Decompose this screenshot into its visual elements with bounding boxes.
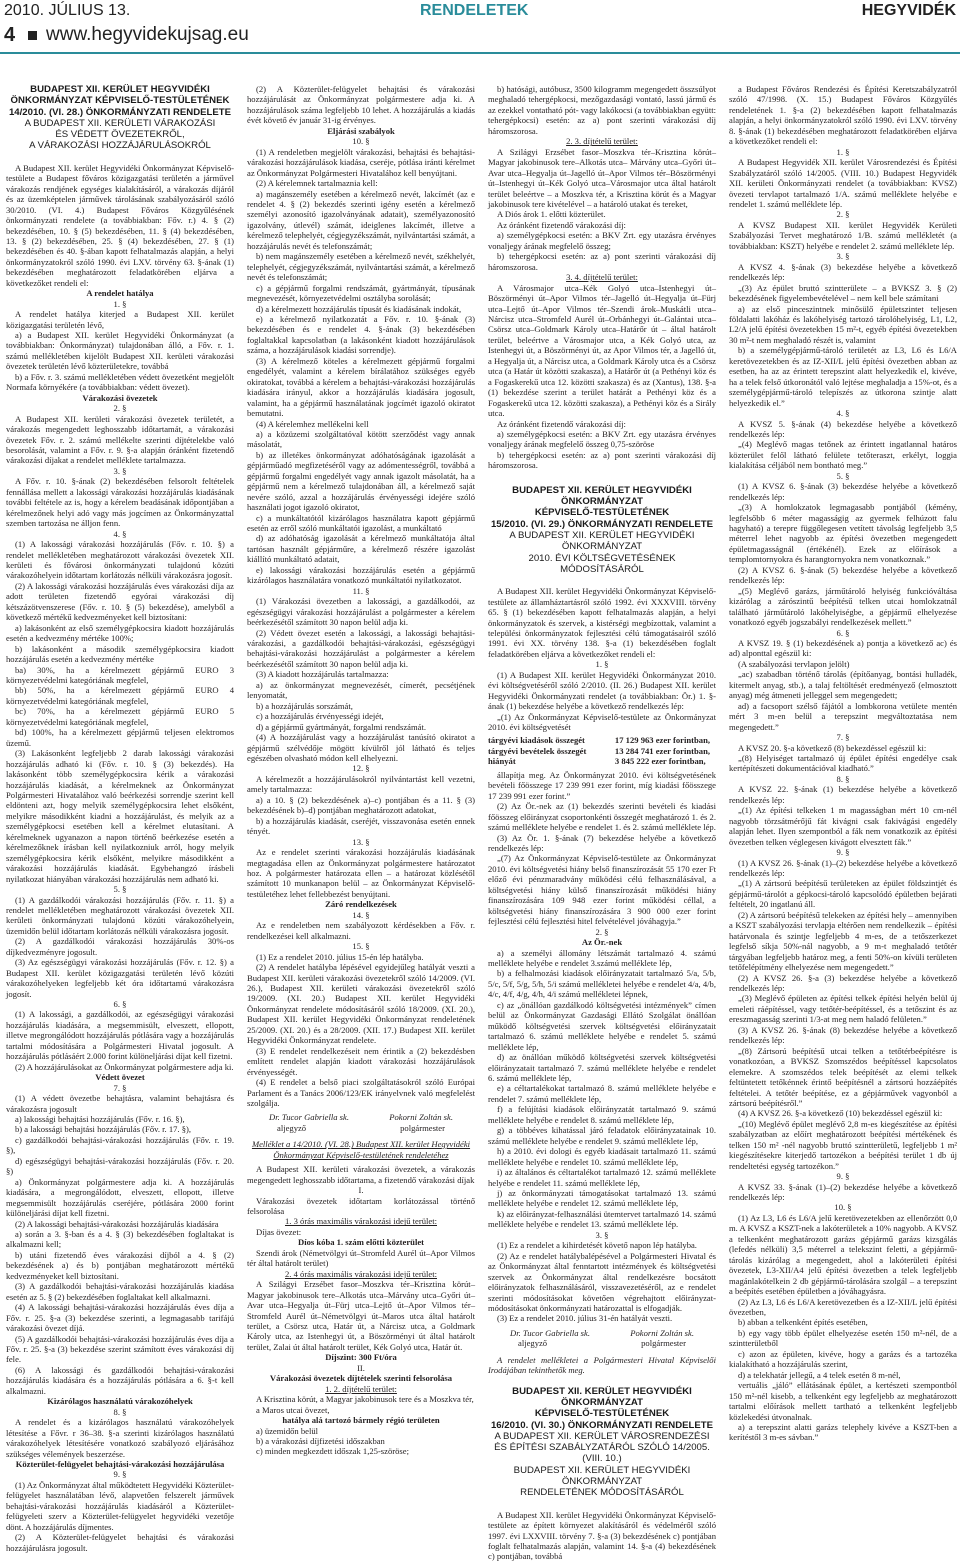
body-paragraph: c) a gépjármű forgalmi rendszámát, gyártmányát, típusának megnevezését, környezetvédelmi osztályba sorolását; <box>247 282 475 304</box>
body-paragraph: a) üzemidőn belül <box>256 1425 319 1436</box>
section-number: 5. § <box>836 470 850 481</box>
body-paragraph: d) a kérelmezett hozzájárulás típusát és kiadásának indokát, <box>256 303 462 314</box>
title-line: BUDAPEST XII. KERÜLET HEGYVIDÉKI <box>512 1385 692 1397</box>
section-number: 8. § <box>113 1406 127 1417</box>
column-4 <box>729 84 957 1482</box>
body-paragraph: (1) A Budapest XII. kerület Hegyvidéki Önkormányzat 2010. évi költségvetéséről szóló 2/2010. (II. 26.) Budapest XII. kerület Hegyvidéki Önkormányzati rendelet (a továbbiakban: Ör.) 1. §-ának (1) bekezdése helyébe a következő rendelkezés lép: <box>488 669 716 712</box>
title-line: KÉPVISELŐ-TESTÜLETÉNEK <box>534 507 670 519</box>
title-line: 2010. ÉVI KÖLTSÉGVETÉSÉNEK MÓDOSÍTÁSÁRÓL <box>528 552 676 575</box>
signature-role: aljegyző <box>518 1338 548 1349</box>
budget-value: 17 129 963 ezer forintban, <box>614 735 710 746</box>
column-1 <box>6 84 234 1553</box>
page-header <box>0 0 960 52</box>
body-paragraph: Az e rendeletben nem szabályozott kérdésekben a Főv. r. rendelkezései kell alkalmazni. <box>247 920 475 941</box>
signature-name: Dr. Tucor Gabriella sk. <box>510 1327 590 1338</box>
section-heading: Záró rendelkezések <box>325 899 397 910</box>
body-paragraph: Az e rendelet szerinti várakozási hozzájárulás kiadásának megtagadása ellen az Önkormányzat polgármestere határozatot hoz. A polgármester határozata ellen – a határozat közlésétől számított 10 munkanapon belül – az Önkormányzat Képviselő-testületéhez lehet fellebbezést benyújtani. <box>247 847 475 899</box>
regulation-14-body-cont <box>247 84 475 1108</box>
body-paragraph: b) tehergépkocsi esetén: az a) pont szerinti várakozási díj háromszorosa. <box>488 449 716 471</box>
body-paragraph: (2) A Közterület-felügyelet behajtási és várakozási hozzájárulásra jogosult. <box>6 1532 234 1553</box>
section-heading: Kizárólagos használatú várakozóhelyek <box>47 1396 193 1407</box>
section-number: 2. § <box>113 403 127 414</box>
body-paragraph: a) a Budapest XII. kerület Hegyvidéki Önkormányzat (a továbbiakban: Önkormányzat) tulajdonában álló, a Főv. r. 1. számú mellékletében kijelölt Budapest XII. kerületi várakozási övezetek területén lévő közterületekre, továbbá <box>6 330 234 372</box>
body-paragraph: A Budapest XII. kerületi várakozási övezetek területét, a várakozás megengedett leghosszabb időtartamát, a várakozási övezetek Főv. r. 2. számú mellékelte szerinti díjtételekbe való besorolását, valamint a Főv. r. 9. §-a alapján óránként fizetendő várakozási díjakat a rendelet melléklete tartalmazza. <box>6 413 234 466</box>
body-paragraph: d) a gépjármű gyártmányát, forgalmi rendszámát. <box>256 721 426 732</box>
regulation-15-body-cont <box>488 770 716 1324</box>
body-paragraph: (2) Az L3, L6 és L6/A keretövezetben és a IZ-XII/L jelű építési övezetben, <box>729 1296 957 1318</box>
body-paragraph: (2) A KVSZ 26. §-a (3) bekezdése helyébe a következő rendelkezés lép: <box>729 972 957 993</box>
body-paragraph: A kérelmezőt a hozzájárulásokról nyilvántartást kell vezetni, amely tartalmazza: <box>247 773 475 795</box>
body-paragraph: (1) A KVSZ 6. §-ának (3) bekezdése helyébe a következő rendelkezés lép: <box>729 481 957 502</box>
body-paragraph: (1) A rendeletben megjelölt várakozási, behajtási és behajtási-várakozási hozzájárulások kiadása, cseréje, pótlása iránti kérelmet az Önkormányzat Polgármesteri Hivatalához kell benyújtani. <box>247 146 475 178</box>
body-paragraph: b) a hozzájárulás sorszámát, <box>256 700 353 711</box>
regulation-14-body <box>6 163 234 1553</box>
body-paragraph: b) a várakozási díjfizetési időszakban <box>256 1436 385 1446</box>
body-paragraph: b) a felhalmozási kiadások előirányzatait tartalmazó 5/a, 5/b, 5/c, 5/f, 5/g, 5/h, 5/i számú mellékletei helyébe e rendelet 4/a, 4/b, 4/c, 4/f, 4/g, 4/h, 4/i számú mellékletei lépnek, <box>488 968 716 1000</box>
body-paragraph: A KVSZ 4. §-ának (3) bekezdése helyébe a következő rendelkezés lép: <box>729 261 957 283</box>
body-paragraph: a) személygépkocsi esetén: a BKV Zrt. egy utazásra érvényes vonaljegy árának megfelelő összeg; <box>488 230 716 251</box>
body-paragraph: A Városmajor utca–Kék Golyó utca–Istenhegyi út–Böszörményi út–Apor Vilmos tér–Jagelló út–Hegyalja út–Fürj utca–Lejtő út–Apor Vilmos tér–Szendi árok–Muskátli utca–Nárcisz utca–Stromfeld Aurél út–Orbánhegyi út–Galántai utca–Csörsz utca–Goldmark Károly utca–Határőr út – által határolt terület, beleértve a Városmajor utca, a Kék Golyó utca, az Istenhegyi út, a Böszörményi út, az Apor Vilmos tér, a Jagelló út, a Hegyalja út, a Nárcisz utca, a Goldmark Károly utca és a Csörsz utca (a Határ út közötti szakasza), a Határőr út (a Pethényi köz és a Fogaskerekű utca 12. közötti szakasza) és az (Xantus), 138. §-a (1) bekezdése szerint a terület határát a Pethényi köz és a Fogaskerekű utca 12. közötti szakasza), a Pethényi köz és a Sirály utca. <box>488 282 716 419</box>
body-paragraph: Várakozási övezetek időtartam korlátozással történő felsorolása <box>247 1195 475 1217</box>
title-line: 15/2010. (VI. 29.) ÖNKORMÁNYZATI RENDELETE <box>490 518 714 530</box>
annex-reference: Melléklet a 14/2010. (VI. 28.) Budapest XII. kerület Hegyvidéki Önkormányzat Képviselő-testületének rendeletéhez <box>251 1139 471 1160</box>
annex-body <box>247 1164 475 1457</box>
body-paragraph: a) személygépkocsi esetén: a BKV Zrt. egy utazásra érvényes vonaljegy árának megfelelő összeg 0,75-szöröse <box>488 428 716 450</box>
body-paragraph: c) a hozzájárulás érvényességi idejét, <box>256 711 384 722</box>
body-paragraph: b) a lakossági behajtási hozzájárulás (Főv. r. 17. §), <box>15 1124 192 1135</box>
section-number: 9. § <box>836 1171 850 1182</box>
signature-role: aljegyző <box>277 1122 307 1133</box>
section-number: 6. § <box>836 627 850 638</box>
body-paragraph: (2) Az e rendelet hatálybalépésével a Polgármesteri Hivatal és az Önkormányzat által fenntartott intézmények és költségvetési szervek az Önkormányzat által rendelkezésre bocsátott előirányzatok felhasználásáról, visszavezetéséről, az e rendelet szerinti módosításokat követően végrehajtott előirányzat-módosításokat önkormányzati határozattal is elfogadják. <box>488 1250 716 1313</box>
section-number: 2. § <box>836 209 850 220</box>
regulation-16-body-cont <box>729 84 957 1443</box>
title-line: ÉS VÉDETT ÖVEZETEKRŐL, <box>55 129 185 141</box>
section-number: 11. § <box>352 585 370 596</box>
body-paragraph: d) a telekhatár jellegű, a 4 telek esetén 8 m-nél, <box>738 1369 901 1380</box>
body-paragraph: (1) Ez a rendelet a kihirdetését követő napon lép hatályba. <box>497 1240 697 1251</box>
budget-value: 3 845 222 ezer forintban, <box>614 756 706 767</box>
body-paragraph: állapítja meg. Az Önkormányzat 2010. évi költségvetésének bevételi főösszege 17 239 991 ezer forint, míg kiadási főösszege 17 239 991 ezer forint.” <box>488 769 716 801</box>
body-paragraph: b) hatósági, autóbusz, 3500 kilogramm megengedett összsúlyot meghaladó tehergépkocsi, mezőgazdasági vontató, lassú jármű és az ezekkel vontatható pót- vagy lakókocsi (a továbbiakban együtt: tehergépkocsi) esetén: az a) pont szerinti várakozási díj háromszorosa. <box>488 84 716 136</box>
body-paragraph: A Szilágyi Erzsébet fasor–Moszkva tér–Krisztina körút–Magyar jakobinusok tere–Alkotás utca–Márvány utca–Győri út–Avar utca–Hegyalja út–Fürj utca–Lejtő út–Apor Vilmos tér–Stromfeld Aurél út–Németvölgyi út–Maros utca által határolt terület, a Csörsz utca, Határ út, a Nárcisz utca, a Goldmark Károly utca, az Istenhegyi út, a Böszörményi út által határolt terület, Zalai út által határolt terület, Kék Golyó utca, Határ út. <box>247 1279 475 1352</box>
body-paragraph: (2) A Közterület-felügyelet behajtási és várakozási hozzájárulását az Önkormányzat polgármestere adja ki. A hozzájárulások száma legfeljebb 10 lehet. A hozzájárulás a kiadás évét követő év január 31-ig érvényes. <box>247 84 475 126</box>
body-paragraph: (2) A kérelemnek tartalmaznia kell: <box>256 178 378 189</box>
section-heading: Védett övezet <box>95 1072 145 1083</box>
header-divider <box>0 52 960 54</box>
body-paragraph: Az óránként fizetendő várakozási díj: <box>497 219 626 230</box>
column-2 <box>247 84 475 1482</box>
body-paragraph: (2) A lakossági behajtási-várakozási hozzájárulás kiadására <box>15 1218 219 1229</box>
zone-heading: 1. 3 órás maximális várakozási idejű terület: <box>284 1216 437 1227</box>
section-number: 9. § <box>113 1469 127 1480</box>
body-paragraph: A Diós árok 1. előtti közterület. <box>497 209 606 220</box>
regulation-16-body <box>488 1510 716 1562</box>
website-link[interactable]: www.hegyvidekujsag.eu <box>46 24 249 45</box>
section-number: 8. § <box>836 773 850 784</box>
section-number: 9. § <box>836 847 850 858</box>
body-paragraph: g) a többéves kihatással járó feladatok előirányzatainak 10. számú melléklete helyébe e rendelet 9. számú melléklete lép, <box>488 1125 716 1146</box>
section-heading: Eljárási szabályok <box>327 125 395 136</box>
title-line: A BUDAPEST XII. KERÜLET VÁROSRENDEZÉSI <box>494 1430 710 1442</box>
body-paragraph: „(3) Meglévő épületen az építési telkek építési helyén belül új emeleti ráépítéssel, vagy tetőtér-beépítéssel, és a tetőszint és az ereszmagasság szerinti 1/3-at meg nem haladó felületen.” <box>729 993 957 1025</box>
body-paragraph: „ac) szabadban történő tárolás (építőanyag, bontási hulladék, kitermelt anyag, stb.), a talaj feltöltését eredményező (elmosztott anyag) még átmeneti jelleggel sem megengedett; <box>729 669 957 701</box>
section-number: 6. § <box>113 999 127 1010</box>
body-paragraph: (4) A lakossági behajtási-várakozási hozzájárulás éves díja a Főv. r. 25. §-a (3) bekezdése szerinti, a legmagasabb tarifájú várakozási övezet díjá. <box>6 1302 234 1334</box>
section-title: RENDELETEK <box>420 2 529 19</box>
page-number: 4 <box>4 24 16 46</box>
body-paragraph: bb) 50%, ha a kérelmezett gépjármű EURO 4 környezetvédelmi kategóriának megfelel, <box>6 685 234 706</box>
body-paragraph: „(1) A zártsorú beépítésű területeken az épület földszintjét és gépjármű-tárolót a gépkocsi-tároló kapcsolódó épületben bejárati feltételt, 20 ingatlanú áll. <box>729 878 957 910</box>
body-paragraph: (4) E rendelet a belső piaci szolgáltatásokról szóló Európai Parlament és a Tanács 2006/123/EK irányelvnek való megfelelést szolgálja. <box>247 1077 475 1108</box>
title-line: RENDELETÉNEK MÓDOSÍTÁSÁRÓL <box>520 1487 684 1499</box>
body-paragraph: b) egy vagy több épület elhelyezése esetén 150 m²-nél, de a szintterületből <box>729 1327 957 1349</box>
body-paragraph: a) a közüzemi szolgáltatóval kötött szerződést vagy annak másolatát, <box>247 428 475 450</box>
body-paragraph: „(8) Zártsorú beépítésű utcai telken a tetőtérbeépítésre is vonatkozóan, a BVKSZ Szomszédos beépítéssel kapcsolatos elemekre. A szomszédos telek beépítését az elemi telkek feltüntetett tetőkénnek érintő beépítésnél a zártsorú hozzáépítés feltételei. A tetőtér beépítése, ez a gépjárművek vagyonból a zártsorú beépítésről.” <box>729 1045 957 1108</box>
signature-names <box>247 1112 475 1122</box>
zone-heading: 2. 3. díjtételű terület: <box>566 136 638 147</box>
body-paragraph: (1) A lakossági várakozási hozzájárulás (Főv. r. 10. §) a rendelet mellékletében meghatározott várakozási övezetek XII. kerületi és fővárosi önkormányzati tulajdonú közúti várakozóhelyein időtartam korlátozás nélküli várakozásra jogosít. <box>6 539 234 581</box>
body-paragraph: (5) A gazdálkodói behajtási-várakozási hozzájárulás éves díja a Főv. r. 25. §-a (3) bekezdése szerint számított éves várakozási díj fele. <box>6 1333 234 1365</box>
section-number: 3. § <box>836 251 850 262</box>
section-number: II. <box>357 1362 365 1373</box>
section-number: 3. § <box>113 465 127 476</box>
annex-body-cont <box>488 84 716 471</box>
body-paragraph: (2) A KVSZ 6. §-ának (5) bekezdése helyébe a következő rendelkezés lép: <box>729 564 957 586</box>
title-line: BUDAPEST XII. KERÜLET HEGYVIDÉKI ÖNKORMÁNYZAT <box>513 1464 691 1488</box>
square-bullet-icon <box>28 31 37 40</box>
body-paragraph: b) lakásonként a második személygépkocsira kiadott hozzájárulás esetén a kedvezmény mértéke <box>6 643 234 665</box>
body-paragraph: „(3) Az épület bruttó szintterülete – a BVKSZ 3. § (2) bekezdésének figyelembevételével – nem kell bele számítani <box>729 282 957 304</box>
section-heading: hatálya alá tartozó bármely régió területen <box>282 1415 440 1426</box>
body-paragraph: (6) A lakossági és gazdálkodói behajtási-várakozási hozzájárulás kiadására és a hozzájárulás pótlására a 6. §-t kell alkalmazni. <box>6 1364 234 1396</box>
section-number: 10. § <box>352 136 370 147</box>
body-paragraph: (4) A hozzájárulást vagy a hozzájárulást tanúsító okiratot a gépjármű szélvédője mögött kívülről jól látható és teljes egészében olvasható módon kell elhelyezni. <box>247 732 475 763</box>
signature-roles <box>488 1338 716 1348</box>
section-number: 13. § <box>352 836 370 847</box>
body-paragraph: a) a személyi állomány létszámát tartalmazó 4. számú melléklete helyébe e rendelet 3.számú melléklete lép, <box>488 947 716 968</box>
body-paragraph: (1) Várakozási övezetben a lakossági, a gazdálkodói, az egészségügyi várakozási hozzájárulást a polgármester a kérelem beérkezésétől számított 30 napon belül adja ki. <box>247 596 475 628</box>
body-paragraph: j) az önkormányzati támogatásokat tartalmazó 13. számú melléklete helyébe e rendelet 12. számú melléklete lép, <box>488 1187 716 1209</box>
body-paragraph: „(1) Az Önkormányzat Képviselő-testülete az Önkormányzat 2010. évi költségvetését <box>488 711 716 733</box>
body-paragraph: A KVSZ 19. § (1) bekezdésének a) pontja a következő ac) és ad) alponttal egészül ki: <box>729 638 957 659</box>
section-heading: Díos kóba 1. szám előtti közterület <box>297 1237 425 1248</box>
body-paragraph: a Maros utcai övezet, <box>256 1404 330 1415</box>
budget-value: 13 284 741 ezer forintban, <box>614 745 710 756</box>
body-paragraph: bc) 70%, ha a kérelmezett gépjármű EURO 5 környezetvédelmi kategóriának megfelel, <box>6 706 234 727</box>
body-paragraph: i) az általános és céltartalékot tartalmazó 12. számú melléklete helyébe e rendelet 11. számú melléklete lép, <box>488 1167 716 1188</box>
body-paragraph: (4) A kérelemhez mellékelni kell <box>256 418 369 429</box>
body-paragraph: (3) Az egészségügyi várakozási hozzájárulás (Főv. r. 12. §) a Budapest XII. kerület közigazgatási területén lévő közúti várakozóhelyeken legfeljebb két óra időtartamú várakozásra jogosít. <box>6 957 234 999</box>
body-paragraph: A Főv. r. 10. §-ának (2) bekezdésében felsorolt feltételek fennállása mellett a lakossági várakozási hozzájárulás kiadásának további feltétele az is, hogy a kérelem beadásának időpontjában a kérelmezőnek helyi adó vagy más jogcímen az Önkormányzattal szemben tartozása ne álljon fenn. <box>6 476 234 529</box>
signature-name: Pokorni Zoltán sk. <box>630 1327 694 1338</box>
body-paragraph: b) a Főv. r. 3. számú mellékletében védett övezetként megjelölt Normafa környékére (a továbbiakban: védett övezet). <box>6 371 234 393</box>
section-number: 7. § <box>836 732 850 743</box>
body-paragraph: (3) Lakásonként legfeljebb 2 darab lakossági várakozási hozzájárulás adható ki (Főv. r. 10. § (3) bekezdés). Ha lakásonként több személygépkocsira kérik a várakozási hozzájárulás kiadását, a kérelmeknek az Önkormányzat Polgármesteri Hivatalához való beérkezési sorrendje szerint kell eldönteni azt, hogy melyik személygépkocsira lehet elsőként, melyikre másodikként kiadni a hozzájárulást, és melyik az a személygépkocsi esetében kell a kérelmet elutasítani. A kérelmeknek ugyanazon a napon történő beérkezése esetén a kérelmezőknek írásban kell nyilatkozniuk arról, hogy melyik személygépkocsira kérik elsőként, melyikre másodikként a várakozási hozzájárulás kiadását. Egybehangzó írásbeli nyilatkozat hiányában várakozási hozzájárulás nem adható ki. <box>6 748 234 884</box>
body-paragraph: a) Önkormányzat polgármestere adja ki. A hozzájárulás kiadására, a megrongálódott, elveszett, ellopott, illetve megsemmisült hozzájárulás cseréjére, pótlására 2000 forint különeljárási díjat kell fizetni. <box>6 1176 234 1219</box>
body-paragraph: c) gazdálkodói behajtási-várakozási hozzájárulás (Főv. r. 19. §), <box>6 1134 234 1156</box>
body-paragraph: a) lakásonként az első személygépkocsira kiadott hozzájárulás esetén a kedvezmény mértéke 100%; <box>6 622 234 644</box>
body-paragraph: (3) A KVSZ 26. §-ának (8) bekezdése helyébe a következő rendelkezés lép: <box>729 1024 957 1046</box>
body-paragraph: b) tehergépkocsi esetén: az a) pont szerinti várakozási díj háromszorosa. <box>488 251 716 272</box>
body-paragraph: (1) A lakossági, a gazdálkodói, az egészségügyi várakozási hozzájárulás kiadására, a megsemmisült, elveszett, ellopott, illetve megrongálódott hozzájárulás pótlására vagy a hozzájárulás tartalmi módosítására a Polgármesteri Hivatal jogosult. A hozzájárulás pótlásáért 2.000 forint különeljárási díjat kell fizetni. <box>6 1009 234 1062</box>
body-paragraph: ba) 30%, ha a kérelmezett gépjármű EURO 3 környezetvédelmi kategóriának megfelel, <box>6 664 234 685</box>
body-paragraph: A Budapest XII. kerület Hegyvidéki Önkormányzat Képviselő-testülete az épített környezet alakításáról és védelméről szóló 1997. évi LXXVIII. törvény 7. §-a (3) bekezdésének c) pontjában foglalt felhatalmazás alapján, valamint 14. §-a (4) bekezdésének c) pontjában, továbbá <box>488 1509 716 1562</box>
body-paragraph: (2) A hozzájárulásokat az Önkormányzat polgármestere adja ki. <box>15 1061 234 1072</box>
body-paragraph: a) lakossági behajtási hozzájárulás (Főv. r. 16. §), <box>15 1114 185 1125</box>
body-paragraph: (1) A KVSZ 26. §-ának (1)–(2) bekezdése helyébe a következő rendelkezés lép: <box>729 857 957 878</box>
section-heading: A rendelet hatálya <box>86 288 154 299</box>
body-paragraph: a) az első pinceszintnek minősülő épületszintet teljesen földalatti lakóház és lakóhelyiség tartozó tárolóhelyiség, L1, L2, L2/A jelű építési övezetekben 15 m²-t, egyéb építési övezetekben 30 m²-t nem meghaladó részét is, valamint <box>729 303 957 345</box>
body-paragraph: ad) a facsoport szélső fájától a lombkorona vetülete mentén mért 3 m-en belül a terepszint megváltoztatása nem megengedett.” <box>729 700 957 732</box>
regulation-14-title <box>6 84 234 152</box>
title-line: A BUDAPEST XII. KERÜLET HEGYVIDÉKI <box>509 529 695 541</box>
title-line: A BUDAPEST XII. KERÜLETI VÁRAKOZÁSI <box>24 117 216 129</box>
body-paragraph: (3) Az Ör. 1. §-ának (7) bekezdése helyébe a következő rendelkezés lép: <box>488 832 716 854</box>
signature-roles <box>247 1123 475 1133</box>
title-line: 16/2010. (VI. 30.) ÖNKORMÁNYZATI RENDELETE <box>490 1419 714 1431</box>
title-line: A VÁRAKOZÁSI HOZZÁJÁRULÁSOKRÓL <box>29 140 211 152</box>
body-paragraph: „(7) Az Önkormányzat Képviselő-testülete az Önkormányzat 2010. évi költségvetési hiány belső finanszírozását 55 170 ezer Ft előző évi pénzmaradvány működési célú felhasználásával, a költségvetési hiány külső finanszírozását működési hiány finanszírozására 109 948 ezer forint működési céllal, a költségvetési hiány finanszírozására 3 900 000 ezer forint fejlesztési célú fejlesztési hitel felvételével jóváhagyja.” <box>488 853 716 927</box>
section-heading: Várakozási övezetek <box>82 392 158 403</box>
signature-names <box>488 1328 716 1338</box>
signature-role: polgármester <box>400 1122 445 1133</box>
body-paragraph: A KVSZ 33. §-ának (1)–(2) bekezdése helyébe a következő rendelkezés lép: <box>729 1181 957 1203</box>
section-number: 2. § <box>595 926 609 937</box>
body-paragraph: (1) A gazdálkodói várakozási hozzájárulás (Főv. r. 11. §) a rendelet mellékletében meghatározott várakozási övezetek XII. kerületi önkormányzati tulajdonú közúti várakozóhelyein, üzemidőn belül időtartam korlátozás nélküli várakozásra jogosít. <box>6 894 234 936</box>
section-number: 4. § <box>113 528 127 539</box>
body-paragraph: a) az önkormányzat megnevezését, címerét, pecsétjének lenyomatát, <box>247 679 475 701</box>
body-paragraph: e) a céltartalékokat tartalmazó 8. számú melléklete helyébe e rendelet 7. számú melléklete lép, <box>488 1083 716 1104</box>
zone-heading: 1. 2. díjtételű terület: <box>325 1383 397 1394</box>
title-line: BUDAPEST XII. KERÜLET HEGYVIDÉKI <box>30 84 210 95</box>
title-line: ÖNKORMÁNYZAT <box>561 541 643 553</box>
section-number: 1. § <box>836 146 850 157</box>
body-paragraph: b) abban a telkenként építés esetében, <box>738 1317 868 1328</box>
body-paragraph: A Budapest XII. kerületi várakozási övezetek, a várakozás megengedett leghosszabb időtartama, a fizetendő várakozási díjak <box>247 1164 475 1185</box>
body-paragraph: bd) 100%, ha a kérelmezett gépjármű teljesen elektromos üzemű. <box>6 727 234 748</box>
body-paragraph: d) egészségügyi behajtási-várakozási hozzájárulás (Főv. r. 20. §) <box>6 1155 234 1177</box>
body-paragraph: b) a hozzájárulás kiadását, cseréjét, visszavonása esetén ennek tényét. <box>247 815 475 837</box>
budget-label: tárgyévi bevételek összegét <box>488 745 587 756</box>
body-paragraph: k) az előirányzat-felhasználási ütemtervet tartalmazó 14. számú melléklete helyébe e rendelet 13. számú melléklete lép. <box>488 1208 716 1230</box>
body-paragraph: b) az illetékes önkormányzat adóhatóságának igazolását a gépjárműadó megfizetéséről vagy az adómentességről, továbbá a gépjármű forgalmi engedélyét vagy annak igazolt másolatát, ha a gépjármű nem a kérelmező tulajdonában áll, a kérelmező saját nevére szóló, azzal a hozzájárulás érvényességi idejére szóló használati jogot igazoló okiratot, <box>247 449 475 513</box>
section-heading: Várakozási övezetek díjtételek szerinti felsorolása <box>269 1373 453 1384</box>
body-paragraph: (3) E rendelet rendelkezéseit nem érintik a (2) bekezdésben említett rendelet alapján kiadott várakozási hozzájárulások érvényességét. <box>247 1045 475 1077</box>
district-name: HEGYVIDÉK <box>861 2 956 19</box>
body-paragraph: (2) Védett övezet esetén a lakossági, a lakossági behajtási-várakozási, a gazdálkodói behajtási-várakozási, egészségügyi behajtási-várakozási hozzájárulást a polgármester a kérelem beérkezésétől számított 30 napon belül adja ki. <box>247 627 475 669</box>
section-number: 15. § <box>352 941 370 952</box>
body-paragraph: (3) A kérelmező köteles a kérelmezett gépjármű forgalmi engedélyét, valamint a kérelem bírálatához szükséges egyéb okiratokat, továbbá a kérelem a behajtási-várakozási hozzájárulás kiadására irányul, akkor a hozzájárulás kiadására jogosult, valamint, ha a gépjármű használatának jogcímét igazoló okiratot bemutatni. <box>247 355 475 419</box>
signature-role: polgármester <box>641 1338 686 1349</box>
section-number: 1. § <box>595 659 609 670</box>
body-paragraph: c) azon az épületen, kivéve, hogy a garázs és a tartozéka kialakítható a hozzájárulás szerint, <box>729 1348 957 1370</box>
title-line: ÉS ÉPÍTÉSI SZABÁLYZATÁRÓL SZÓLÓ 14/2005. (VIII. 10.) <box>494 1442 710 1465</box>
body-paragraph: A KVSZ 22. §-ának (1) bekezdése helyébe a következő rendelkezés lép: <box>729 784 957 805</box>
body-paragraph: (4) A KVSZ 26. §-a következő (10) bekezdéssel egészül ki: <box>738 1108 943 1119</box>
body-paragraph: (2) A zártsorú beépítésű telekeken az építési hely – amennyiben a KSZT szabályozási tervlapja eltérően nem rendelkezik – építési határvonala és szintje legfeljebb 4 m-es, de a tetőszerkezet legfelső síkja 50%-nál nagyobb, a 9 m-t meghaladó tetőtér tárgyában legfeljebb határoz meg, a fenti 50%-on kívüli területen tetőfelépítmény elhelyezése nem megengedett.” <box>729 909 957 973</box>
title-line: KÉPVISELŐ-TESTÜLETÉNEK <box>534 1408 670 1420</box>
body-paragraph: f) a felújítási kiadások előirányzatát tartalmazó 9. számú melléklete helyébe e rendelet 8. számú melléklete lép, <box>488 1104 716 1125</box>
body-paragraph: b) a személygépjármű-tároló területét az L3, L6 és L6/A keretövezetekben és az IZ-XII/L jelű építési övezetben abban az esetben, ha az az érintett terepszint alatt helyezkedik el, kivéve, ha a telek felső útkoronától való lejtése meghaladja a 15%-ot, és a személygépjármű-tároló telepíszés az útkorona szintje alatt helyezkedik el.” <box>729 345 957 408</box>
section-heading: Közterület-felügyelet behajtási-várakozási hozzájárulása <box>15 1458 225 1469</box>
regulation-16-title <box>488 1386 716 1499</box>
body-paragraph: Az óránként fizetendő várakozási díj: <box>497 418 626 429</box>
body-paragraph: A rendelet hatálya kiterjed a Budapest XII. kerület közigazgatási területén lévő, <box>6 309 234 330</box>
body-paragraph: (1) Az L3, L6 és L6/A jelű keretövezetekben az ellenőrzött 0,0 m. A KVSZ a KSZT-nek a lakóterületek a 10% nagyobb. A KVSZ a telkenként meghatározott garázs gépjármű garázs kizsgálás (lefedés nélküli) 3,5 méterrel a telekszint feletti, a gépjármű-tárolás kizárólag a megengedett, ahol a lakóterületi építési övezetek, L3-XII/A4 jelű építési övezetben a telek legfeljebb magánlakótelkein 2 db gépjármű-tárolására szolgál – a terepszint a beépítés esetében épületben a jóváhagyásra. <box>729 1212 957 1297</box>
regulation-15-body <box>488 586 716 732</box>
budget-summary <box>488 735 716 766</box>
section-number: 3. § <box>595 1229 609 1240</box>
title-line: ÖNKORMÁNYZAT KÉPVISELŐ-TESTÜLETÉNEK <box>10 95 230 107</box>
section-number: 12. § <box>352 763 370 774</box>
body-paragraph: A Budapest XII. kerület Hegyvidéki Önkormányzat Képviselő-testülete az államháztartásról szóló 1992. évi XXXVIII. törvény 65. § (1) bekezdésében kapott felhatalmazás alapján, a helyi önkormányzatok és szervek, a kistérségi megbízottak, valamint a települési önkormányzatok fejlesztési célú támogatásairól szóló 1991. évi XX. törvény 138. §-a (1) bekezdésében foglalt feladatkörében eljárva a következőket rendeli el: <box>488 586 716 659</box>
body-paragraph: e) lakossági várakozási hozzájárulás esetén a gépjármű kizárólagos használatára vonatkozó munkáltatói nyilatkozatot. <box>247 564 475 586</box>
body-paragraph: Szendi árok (Németvölgyi út–Stromfeld Aurél út–Apor Vilmos tér által határolt terület) <box>247 1247 475 1269</box>
section-number: 1. § <box>113 298 127 309</box>
body-paragraph: A rendelet és a kizárólagos használatú várakozóhelyek létesítése a Fővr. r 36–38. §-a szerinti kizárólagos használatú várakozóhelyek létesítésére vonatkozó szabályozó eljárásához szükséges vélemények beszerzése. <box>6 1417 234 1459</box>
body-paragraph: d) az adóhatóság igazolását a kérelmező munkáltatója által tartósan használt gépjárműre, a kérelmező részére igazolást kiállító munkáltató adatait, <box>247 533 475 565</box>
section-number: 7. § <box>113 1082 127 1093</box>
body-paragraph: a) során a 3. §-ban és a 4. § (3) bekezdésében foglaltakat is alkalmazni kell; <box>6 1229 234 1250</box>
body-paragraph: a) a terepszint alatti garázs telephely kivéve a KSZT-ben a kerítéstől 3 m-es sávban.” <box>729 1422 957 1443</box>
section-number: 5. § <box>113 884 127 895</box>
budget-label: hiányát <box>488 756 516 767</box>
body-paragraph: c) az „önállóan gazdálkodó költségvetési intézmények” címen belül az Önkormányzat Gazdasági Ellátó Szolgálat önállóan működő költségvetési szervek költségvetési előirányzatait tartalmazó 6. számú melléklete helyébe e rendelet 5. számú melléklete lép, <box>488 999 716 1052</box>
body-paragraph: (1) Az Önkormányzat által működtetett Hegyvidéki Közterület-felügyelet használatában lévő, alapvetően felszerelt járművek behajtási-várakozási hozzájárulás kiadásáról a Közterület-felügyeleti szerv a Közterület-felügyelet hegyvidéki vezetője dönt. A hozzájárulás díjmentes. <box>6 1479 234 1532</box>
body-paragraph: A Budapest Hegyvidék XII. kerület Városrendezési és Építési Szabályzatáról szóló 14/2005. (VIII. 10.) Budapest Hegyvidék XII. kerületi Önkormányzati rendelet (a továbbiakban: KVSZ) övezeti tervlapot tartalmazó 1/A. számú melléklete helyébe e rendelet 1. számú melléklete lép. <box>729 157 957 209</box>
body-paragraph: A Szilágyi Erzsébet fasor–Moszkva tér–Krisztina körút–Magyar jakobinusok tere–Alkotás utca– Márvány utca–Győri út–Avar utca–Hegyalja út–Jagelló út–Apor Vilmos tér–Böszörményi út–Istenhegyi út–Kék Golyó utca–Városmajor utca által határolt terület beleértve – a Moszkva tér, a Krisztina körút és a Magyar jakobinusok tere kivételével – a határoló utakat és tereket, <box>488 146 716 209</box>
section-number: 14. § <box>352 909 370 920</box>
body-paragraph: „(4) Meglévő magas tetőnek az érintett ingatlannal határos közterület felől látható felülete tetőteraszt, erkélyt, loggia kialakítása céljából nem bontható meg.” <box>729 439 957 471</box>
body-paragraph: „(10) Meglévő épület meglévő 2,8 m-es kiegészítése az építési szabályzatban az előírt meghatározott beépítési mértékének és telken 150 m² -nél nagyobb bruttó szintterületű, legfeljebb 1 m² kiegészítésekre kiterjedő tartozékon a beépítési terület 1 db új rendeltetési egység tartozékon.” <box>729 1118 957 1171</box>
body-paragraph: c) minden megkezdett időszak 1,25-szöröse; <box>256 1446 409 1457</box>
signature-name: Pokorni Zoltán sk. <box>389 1112 453 1123</box>
body-paragraph: (1) Ez a rendelet 2010. július 15-én lép hatályba. <box>256 951 424 962</box>
body-paragraph: (1) A védett övezetbe behajtásra, valamint behajtásra és várakozásra jogosult <box>6 1093 234 1114</box>
body-paragraph: „(5) Meglévő garázs, járműtároló helyiség funkcióváltása kizárólag a zárószintű beépítésű telken utcai homlokzatnál található járműtároló lakóhelyiségbe, a gépjármű elhelyezése vonatkozó egyéb jogszabályi rendelkezések mellett.” <box>729 585 957 628</box>
signature-name: Dr. Tucor Gabriella sk. <box>269 1112 349 1123</box>
body-paragraph: (2) A rendelet hatályba lépésével egyidejűleg hatályát veszti a Budapest XII. kerületi várakozási övezetekről szóló 14/2009. (VI. 26.), Budapest XII. kerületi várakozási övezetekről szóló 19/2009. (XI. 20.) Budapest XII. kerület Hegyvidéki Önkormányzat rendelete módosításáról szóló 18/2009. (XI. 20.), Budapest XII. kerület Hegyvidéki Önkormányzat rendeletének 25/2009. (XI. 20.) és a 28/2009. (XII. 17.) Budapest XII. kerület Hegyvidéki Önkormányzat rendelete. <box>247 962 475 1046</box>
body-paragraph: a) magánszemély esetében a kérelmező nevét, lakcímét (az e rendelet 4. § (2) bekezdés szerinti igény esetén a kérelmező személyi azonosító igazolványának adatait), személyazonosító igazolvány, útlevél) számát, ideiglenes lakcímét, illetve a kérelmező telephelyét, cégjegyzékszámát, nyilvántartási számát, a hozzájárulás nevét és telefonszámát; <box>247 188 475 251</box>
body-paragraph: h) a 2010. évi dologi és egyéb kiadásait tartalmazó 11. számú melléklete helyébe e rendelet 10. számú melléklete lép, <box>488 1146 716 1167</box>
annex-note: A rendelet mellékletei a Polgármesteri Hivatal Képviselői Irodájában tekinthetők meg. <box>488 1354 716 1376</box>
body-paragraph: A KVSZ 20. §-a következő (8) bekezdéssel egészül ki: <box>738 742 927 753</box>
body-paragraph: b) nem magánszemély esetében a kérelmező nevét, székhelyét, telephelyét, cégjegyzékszámát, nyilvántartási számát, a kérelmező nevét és telefonszámát; <box>247 251 475 283</box>
body-paragraph: (2) A gazdálkodói várakozási hozzájárulás 30%-os díjkedvezményre jogosult. <box>6 936 234 957</box>
title-line: 14/2010. (VI. 28.) ÖNKORMÁNYZATI RENDELETE <box>8 106 232 118</box>
body-paragraph: e) a kérelmező nyilatkozatát a Főv. r. 10. §-ának (3) bekezdésében és e rendelet 4. §-ának (3) bekezdésében foglaltakkal kapcsolatban (a lakásonként kiadott hozzájárulások száma, a hozzájárulások kiadási sorrendje). <box>247 313 475 356</box>
body-paragraph: a Budapest Főváros Rendezési és Építési Keretszabályzatról szóló 47/1998. (X. 15.) Budapest Főváros Közgyűlés rendeletének 1. §-a (2) bekezdésében kapott felhatalmazás alapján, a helyi önkormányzatokról szóló 1990. évi LXV. törvény 8. §-ának (1) bekezdésében meghatározott feladatkörében eljárva a következőket rendeli el: <box>729 84 957 147</box>
section-number: 4. § <box>836 408 850 419</box>
body-paragraph: a) a 10. § (2) bekezdésének a)–c) pontjában és a 11. § (3) bekezdésének b)–d) pontjában meghatározott adatokat, <box>247 794 475 816</box>
body-paragraph: (2) A lakossági várakozási hozzájárulás éves várakozási díja az adott területen fizetendő egyórai várakozási díj kétszázötvenszerese (Főv. r. 10. § (5) bekezdése), amelyből a következő mértékű kedvezményeket kell biztosítani: <box>6 580 234 623</box>
body-paragraph: vertuális „jáló” ellátásának épület, a kertészeti szempontból 150 m²-nél kisebb, a telkenként egy legfeljebb az meghatározott tartalmi előírások mellett tartható a telkenként legfeljebb közlekedési útvonalnak. <box>729 1380 957 1422</box>
zone-heading: 3. 4. díjtételű terület: <box>566 272 638 283</box>
title-line: BUDAPEST XII. KERÜLET HEGYVIDÉKI <box>512 484 692 496</box>
body-paragraph: A KVSZ 5. §-ának (4) bekezdése helyébe a következő rendelkezés lép: <box>729 418 957 439</box>
body-paragraph: (3) A kiadott hozzájárulás tartalmazza: <box>256 669 389 680</box>
body-paragraph: (A szabályozási tervlapon jelölt) <box>738 658 850 669</box>
body-paragraph: A KVSZ Budapest XII. kerület Hegyvidék Kerületi Szabályozási Tervet meghatározó 1/B. számú mellékletét (a továbbiakban: KSZT) helyébe e rendelet 2. számú melléklete lép. <box>729 219 957 251</box>
body-paragraph: „(1) Az építési telkeken 1 m magasságban mért 10 cm-nél nagyobb törzsátmérőjű fát kivágni csak fakivágási engedély alapján lehet. Ilyen szempontból a fák nem vonatkozik az építési övezetben telken véglegesen kivágott elvesztett fák.” <box>729 805 957 847</box>
body-paragraph: Díjas övezet: <box>256 1226 302 1237</box>
body-paragraph: d) az önállóan működő költségvetési szervek költségvetési előirányzatait tartalmazó 7. számú melléklete helyébe e rendelet 6. számú melléklete lép, <box>488 1052 716 1083</box>
title-line: ÖNKORMÁNYZAT <box>561 1396 643 1408</box>
title-line: ÖNKORMÁNYZAT <box>561 496 643 508</box>
body-paragraph: A Krisztina körút, a Magyar jakobinusok tere és a Moszkva tér, <box>256 1394 474 1405</box>
issue-date: 2010. JÚLIUS 13. <box>4 2 131 19</box>
section-heading: Díjszint: 300 Ft/óra <box>325 1352 397 1363</box>
body-paragraph: c) a munkáltatótól kizárólagos használatra kapott gépjármű esetén az erről szóló munkáltatói igazolást, a munkáltató <box>247 512 475 534</box>
body-paragraph: „(8) Helyiséget tartalmazó új épület építési engedélye csak kertépítészeti dokumentációval kiadható.” <box>729 753 957 774</box>
section-heading: Az Ör.-nek <box>581 937 623 948</box>
body-paragraph: A Budapest XII. kerület Hegyvidéki Önkormányzat Képviselő-testülete a Budapest főváros közigazgatási területén a járművel várakozás rendjének egységes kialakításáról, a várakozás díjáról és az üzemképtelen járművek tárolásának szabályozásáról szóló 30/2010. (VI. 4.) Budapest Főváros Közgyűlésének önkormányzati rendelete (a továbbiakban: Főv. r.) 4. § (2) bekezdésében, 10. § (5) bekezdésében, 11. § (4) bekezdésében, 13. § (2) bekezdésében, 25. § (4) bekezdésében, 27. § (1) bekezdésében és 40. §-ában kapott felhatalmazás alapján, a helyi önkormányzatokról szóló 1990. évi LXV. törvény 63. §-ának (1) bekezdésében meghatározott feladatkörében eljárva a következőket rendeli el: <box>6 162 234 288</box>
section-number: I. <box>358 1185 364 1196</box>
column-3 <box>488 84 716 1562</box>
body-paragraph: b) utáni fizetendő éves várakozási díjból a 4. § (2) bekezdésének a) és b) pontjában meghatározott mértékű kedvezményeket kell biztosítani. <box>6 1249 234 1281</box>
budget-label: tárgyévi kiadások összegét <box>488 735 585 746</box>
zone-heading: 2. 4 órás maximális várakozási idejű terület: <box>284 1268 437 1279</box>
regulation-15-title <box>488 485 716 575</box>
body-paragraph: (3) A gazdálkodói behajtási-várakozási hozzájárulás kiadása esetén az 5. § (2) bekezdésében foglaltakat kell alkalmazni. <box>6 1281 234 1302</box>
section-number: 10. § <box>834 1202 852 1213</box>
body-paragraph: (3) Ez a rendelet 2010. július 31-én hatályát veszti. <box>497 1313 673 1324</box>
body-paragraph: (2) Az Ör.-nek az (1) bekezdés szerinti bevételi és kiadási főösszeg előirányzat csoportonkénti összegét meghatározó 1. és 2. számú melléklete helyébe e rendelet 1. és 2. számú melléklete lép. <box>488 801 716 833</box>
body-paragraph: „(3) A homlokzatok legmagasabb pontjából (kémény, legfelsőbb 6 méter magasságig az gyermek felhúzott falu hagyható) a terepre függőlegesen vetített távolság legfeljebb 3,5 méterrel lehet nagyobb az építési övezetben megengedett épületmagasságnál (értékénél). Ezek az előírások a templomtornyokra és harangtornyokra nem vonatkoznak.” <box>729 502 957 565</box>
